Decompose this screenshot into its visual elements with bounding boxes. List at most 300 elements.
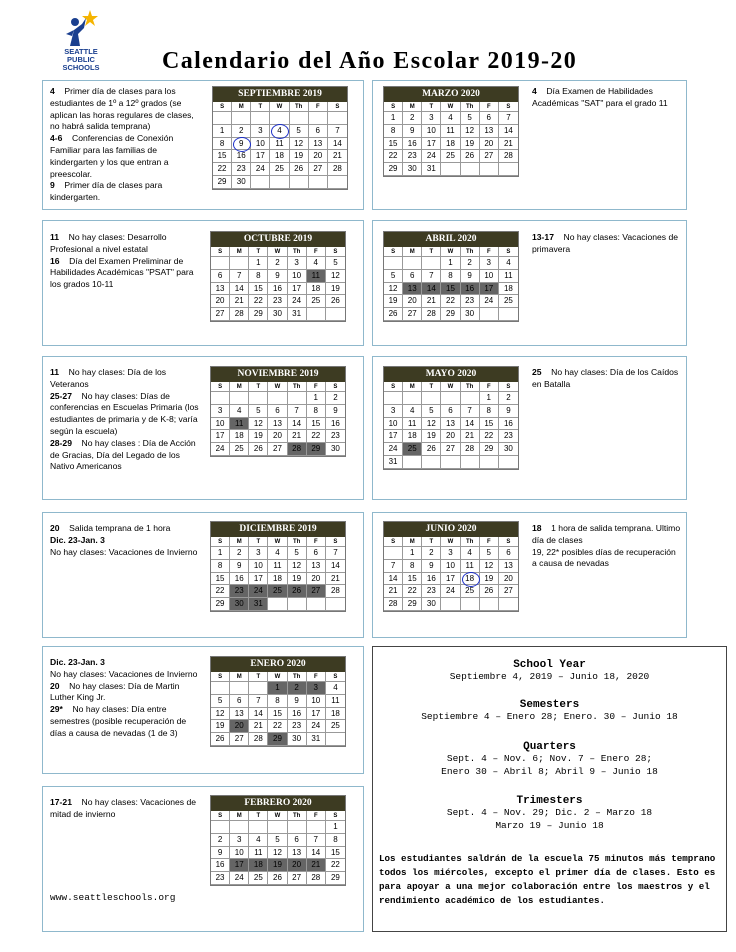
calendar-day: 22 xyxy=(307,430,326,443)
calendar-day xyxy=(499,308,518,321)
calendar-day: 24 xyxy=(307,720,326,733)
note-entry xyxy=(50,657,200,681)
weekday-header: S xyxy=(384,102,403,112)
calendar-day: 31 xyxy=(288,308,307,321)
quarters-line-1: Sept. 4 – Nov. 6; Nov. 7 – Enero 28; xyxy=(446,753,653,764)
note-entry xyxy=(50,133,200,180)
calendar-day: 2 xyxy=(422,547,441,560)
calendar-day: 12 xyxy=(384,283,403,296)
calendar-title: MAYO 2020 xyxy=(384,367,518,382)
weekday-header: S xyxy=(384,247,403,257)
calendar-day xyxy=(249,392,268,405)
calendar-day: 6 xyxy=(403,270,422,283)
calendar-day: 2 xyxy=(288,682,307,695)
quarters-line-2: Enero 30 – Abril 8; Abril 9 – Junio 18 xyxy=(441,765,658,777)
calendar-title: ENERO 2020 xyxy=(211,657,345,672)
calendar-day: 29 xyxy=(384,163,403,176)
note-text: 19, 22* posibles días de recuperación a causa de nevadas xyxy=(532,546,676,569)
calendar-day: 10 xyxy=(251,138,270,151)
calendar-day xyxy=(268,598,287,611)
calendar-day xyxy=(249,682,268,695)
calendar-day: 22 xyxy=(441,295,460,308)
calendar-day: 3 xyxy=(441,547,460,560)
calendar-title: FEBRERO 2020 xyxy=(211,796,345,811)
weekday-header: T xyxy=(249,382,268,392)
calendar-day: 11 xyxy=(249,847,268,860)
calendar-day: 14 xyxy=(461,418,480,431)
note-date: 4 xyxy=(532,86,537,96)
weekday-header: Th xyxy=(288,247,307,257)
note-text: No hay clases: Vacaciones de mitad de invierno xyxy=(50,797,197,819)
calendar-day xyxy=(213,112,232,125)
weekday-header: T xyxy=(249,537,268,547)
calendar-day: 31 xyxy=(249,598,268,611)
calendar-day xyxy=(384,547,403,560)
calendar-day: 2 xyxy=(211,834,230,847)
calendar-day: 17 xyxy=(422,138,441,151)
calendar-day: 6 xyxy=(307,547,326,560)
calendar-day: 5 xyxy=(461,112,480,125)
calendar-day xyxy=(309,176,328,189)
calendar-day: 23 xyxy=(499,430,518,443)
weekday-header: T xyxy=(249,672,268,682)
calendar-day: 1 xyxy=(268,682,287,695)
calendar-day: 30 xyxy=(232,176,251,189)
calendar-day: 20 xyxy=(441,430,460,443)
school-year-line: Septiembre 4, 2019 – Junio 18, 2020 xyxy=(449,671,650,682)
calendar-day: 30 xyxy=(230,598,249,611)
calendar-day: 21 xyxy=(288,430,307,443)
calendar-day xyxy=(441,163,460,176)
calendar-day: 1 xyxy=(211,547,230,560)
notes-october xyxy=(50,232,200,291)
calendar-day: 1 xyxy=(307,392,326,405)
calendar-day: 8 xyxy=(249,270,268,283)
calendar-day: 8 xyxy=(307,405,326,418)
calendar-day: 14 xyxy=(307,847,326,860)
calendar-day xyxy=(211,257,230,270)
calendar-day: 24 xyxy=(251,163,270,176)
calendar-day: 6 xyxy=(288,834,307,847)
calendar-january xyxy=(210,656,346,747)
calendar-day: 25 xyxy=(461,585,480,598)
calendar-day: 9 xyxy=(230,560,249,573)
calendar-day: 5 xyxy=(480,547,499,560)
calendar-day: 26 xyxy=(288,585,307,598)
calendar-title: ABRIL 2020 xyxy=(384,232,518,247)
calendar-day: 1 xyxy=(403,547,422,560)
calendar-day xyxy=(328,176,347,189)
note-entry xyxy=(50,86,200,133)
weekday-header: Th xyxy=(288,811,307,821)
weekday-header: W xyxy=(268,247,287,257)
notes-february xyxy=(50,797,200,821)
calendar-day xyxy=(268,392,287,405)
calendar-day: 9 xyxy=(422,560,441,573)
weekday-header: S xyxy=(211,382,230,392)
school-year-summary xyxy=(372,646,727,932)
calendar-day xyxy=(384,392,403,405)
weekday-header: T xyxy=(249,811,268,821)
calendar-day: 27 xyxy=(307,585,326,598)
calendar-day: 22 xyxy=(384,150,403,163)
calendar-grid xyxy=(211,672,345,746)
calendar-day: 26 xyxy=(249,443,268,456)
weekday-header: Th xyxy=(461,382,480,392)
calendar-day: 18 xyxy=(403,430,422,443)
note-date: 29* xyxy=(50,704,63,715)
calendar-day: 17 xyxy=(480,283,499,296)
calendar-day: 17 xyxy=(384,430,403,443)
calendar-day xyxy=(422,456,441,469)
calendar-day: 7 xyxy=(499,112,518,125)
calendar-day xyxy=(326,308,345,321)
calendar-day: 21 xyxy=(384,585,403,598)
calendar-day: 11 xyxy=(307,270,326,283)
calendar-day: 15 xyxy=(441,283,460,296)
calendar-day: 13 xyxy=(307,560,326,573)
calendar-day: 30 xyxy=(326,443,345,456)
calendar-day: 10 xyxy=(480,270,499,283)
calendar-day: 3 xyxy=(249,547,268,560)
calendar-day: 2 xyxy=(230,547,249,560)
calendar-june xyxy=(383,521,519,612)
calendar-day: 4 xyxy=(403,405,422,418)
weekday-header: S xyxy=(213,102,232,112)
calendar-day: 24 xyxy=(230,872,249,885)
weekday-header: S xyxy=(326,811,345,821)
weekday-header: F xyxy=(307,672,326,682)
note-text: Conferencias de Conexión Familiar para las familias de kindergarten y los que entran a preescolar. xyxy=(50,133,174,179)
calendar-october xyxy=(210,231,346,322)
calendar-day: 30 xyxy=(268,308,287,321)
calendar-day: 4 xyxy=(249,834,268,847)
calendar-grid xyxy=(211,382,345,456)
weekday-header: W xyxy=(268,537,287,547)
calendar-day: 3 xyxy=(307,682,326,695)
note-date: 18 xyxy=(532,523,542,533)
calendar-day xyxy=(268,821,287,834)
calendar-day: 1 xyxy=(480,392,499,405)
calendar-day: 28 xyxy=(307,872,326,885)
calendar-day: 24 xyxy=(480,295,499,308)
calendar-day: 25 xyxy=(326,720,345,733)
weekday-header: S xyxy=(211,247,230,257)
calendar-day: 20 xyxy=(403,295,422,308)
calendar-day: 27 xyxy=(309,163,328,176)
calendar-day: 13 xyxy=(309,138,328,151)
calendar-day: 10 xyxy=(441,560,460,573)
calendar-day xyxy=(288,392,307,405)
calendar-day: 17 xyxy=(307,708,326,721)
calendar-day: 22 xyxy=(403,585,422,598)
semesters-heading: Semesters xyxy=(519,699,580,711)
website-link[interactable]: www.seattleschools.org xyxy=(50,892,176,903)
calendar-day: 30 xyxy=(499,443,518,456)
calendar-day: 6 xyxy=(499,547,518,560)
calendar-day: 20 xyxy=(309,150,328,163)
calendar-day xyxy=(232,112,251,125)
weekday-header: S xyxy=(326,537,345,547)
calendar-day xyxy=(441,598,460,611)
calendar-day: 23 xyxy=(230,585,249,598)
weekday-header: S xyxy=(326,382,345,392)
calendar-day: 21 xyxy=(499,138,518,151)
note-text: No hay clases: Día de los Veteranos xyxy=(50,367,167,389)
notes-may xyxy=(532,367,682,391)
trimesters-heading: Trimesters xyxy=(516,795,583,807)
calendar-day: 6 xyxy=(230,695,249,708)
calendar-day: 5 xyxy=(268,834,287,847)
calendar-day: 13 xyxy=(288,847,307,860)
calendar-day: 26 xyxy=(211,733,230,746)
calendar-day: 18 xyxy=(268,573,287,586)
calendar-day: 14 xyxy=(249,708,268,721)
calendar-day: 13 xyxy=(230,708,249,721)
calendar-day: 5 xyxy=(211,695,230,708)
weekday-header: F xyxy=(480,247,499,257)
calendar-day: 26 xyxy=(461,150,480,163)
calendar-day: 13 xyxy=(480,125,499,138)
weekday-header: W xyxy=(441,247,460,257)
calendar-day: 20 xyxy=(307,573,326,586)
calendar-day: 11 xyxy=(230,418,249,431)
calendar-day: 26 xyxy=(290,163,309,176)
calendar-day: 9 xyxy=(403,125,422,138)
calendar-day: 19 xyxy=(288,573,307,586)
weekday-header: W xyxy=(441,537,460,547)
calendar-day: 28 xyxy=(326,585,345,598)
weekday-header: T xyxy=(422,102,441,112)
calendar-day: 7 xyxy=(461,405,480,418)
calendar-day: 5 xyxy=(290,125,309,138)
calendar-day: 12 xyxy=(461,125,480,138)
calendar-day xyxy=(499,163,518,176)
note-entry xyxy=(532,523,682,547)
calendar-day xyxy=(290,112,309,125)
calendar-day: 6 xyxy=(441,405,460,418)
note-date: 16 xyxy=(50,255,60,266)
calendar-day: 27 xyxy=(403,308,422,321)
calendar-day: 19 xyxy=(211,720,230,733)
weekday-header: F xyxy=(307,247,326,257)
calendar-day xyxy=(290,176,309,189)
calendar-day: 28 xyxy=(328,163,347,176)
calendar-day: 12 xyxy=(480,560,499,573)
note-date: 20 xyxy=(50,680,60,691)
calendar-day: 15 xyxy=(249,283,268,296)
weekday-header: S xyxy=(499,382,518,392)
calendar-day xyxy=(441,456,460,469)
calendar-day: 9 xyxy=(326,405,345,418)
calendar-day: 17 xyxy=(230,859,249,872)
calendar-day: 11 xyxy=(326,695,345,708)
calendar-day: 3 xyxy=(211,405,230,418)
calendar-day: 22 xyxy=(211,585,230,598)
calendar-day: 16 xyxy=(232,150,251,163)
calendar-day: 19 xyxy=(480,573,499,586)
note-entry xyxy=(50,391,200,438)
seattle-public-schools-logo xyxy=(56,8,106,74)
note-text: Día del Examen Preliminar de Habilidades Académicas "PSAT" para los grados 10-11 xyxy=(50,255,194,290)
calendar-day: 18 xyxy=(230,430,249,443)
calendar-title: DICIEMBRE 2019 xyxy=(211,522,345,537)
calendar-day: 12 xyxy=(290,138,309,151)
calendar-day: 18 xyxy=(249,859,268,872)
weekday-header: S xyxy=(384,537,403,547)
calendar-day xyxy=(307,308,326,321)
calendar-day xyxy=(480,456,499,469)
calendar-day: 17 xyxy=(249,573,268,586)
calendar-day: 25 xyxy=(230,443,249,456)
calendar-day: 21 xyxy=(326,573,345,586)
calendar-day: 20 xyxy=(499,573,518,586)
calendar-day xyxy=(461,163,480,176)
calendar-day: 7 xyxy=(326,547,345,560)
calendar-day xyxy=(307,598,326,611)
calendar-title: JUNIO 2020 xyxy=(384,522,518,537)
calendar-day: 1 xyxy=(213,125,232,138)
weekday-header: M xyxy=(230,537,249,547)
calendar-day xyxy=(422,257,441,270)
calendar-day: 21 xyxy=(422,295,441,308)
note-entry xyxy=(532,367,682,391)
calendar-day: 12 xyxy=(249,418,268,431)
calendar-day: 6 xyxy=(309,125,328,138)
note-entry xyxy=(50,704,200,739)
calendar-day: 24 xyxy=(441,585,460,598)
calendar-day: 4 xyxy=(270,125,289,138)
calendar-day: 9 xyxy=(211,847,230,860)
calendar-day: 31 xyxy=(422,163,441,176)
calendar-day: 6 xyxy=(211,270,230,283)
notes-december xyxy=(50,523,200,558)
calendar-day: 22 xyxy=(213,163,232,176)
note-entry xyxy=(50,180,200,204)
calendar-day: 18 xyxy=(499,283,518,296)
note-date: 25-27 xyxy=(50,390,72,401)
weekday-header: T xyxy=(422,537,441,547)
calendar-day: 29 xyxy=(213,176,232,189)
calendar-day: 7 xyxy=(328,125,347,138)
calendar-day: 31 xyxy=(384,456,403,469)
calendar-day: 15 xyxy=(480,418,499,431)
quarters-block xyxy=(373,741,726,778)
note-text: No hay clases : Día de Acción de Gracias, Día del Legado de los Nativo Americanos xyxy=(50,437,196,472)
calendar-day: 25 xyxy=(403,443,422,456)
calendar-day: 28 xyxy=(499,150,518,163)
calendar-day: 17 xyxy=(288,283,307,296)
calendar-day: 9 xyxy=(288,695,307,708)
logo-figure-icon xyxy=(56,8,106,48)
school-year-block xyxy=(373,659,726,684)
calendar-day: 18 xyxy=(461,573,480,586)
calendar-grid xyxy=(384,102,518,176)
weekday-header: T xyxy=(251,102,270,112)
weekday-header: S xyxy=(499,247,518,257)
calendar-day: 29 xyxy=(326,872,345,885)
calendar-day: 10 xyxy=(288,270,307,283)
calendar-day: 21 xyxy=(328,150,347,163)
calendar-day: 28 xyxy=(230,308,249,321)
weekday-header: W xyxy=(268,382,287,392)
calendar-day: 2 xyxy=(403,112,422,125)
note-entry xyxy=(532,547,682,571)
weekday-header: F xyxy=(307,811,326,821)
weekday-header: F xyxy=(480,382,499,392)
calendar-day: 26 xyxy=(422,443,441,456)
calendar-day xyxy=(309,112,328,125)
weekday-header: F xyxy=(480,102,499,112)
calendar-day: 7 xyxy=(422,270,441,283)
calendar-september xyxy=(212,86,348,190)
calendar-day: 24 xyxy=(288,295,307,308)
weekday-header: Th xyxy=(290,102,309,112)
calendar-day: 12 xyxy=(288,560,307,573)
calendar-day: 27 xyxy=(268,443,287,456)
calendar-day xyxy=(270,176,289,189)
calendar-day: 27 xyxy=(211,308,230,321)
weekday-header: F xyxy=(480,537,499,547)
note-text: No hay clases: Vacaciones de Invierno xyxy=(50,668,198,679)
calendar-title: OCTUBRE 2019 xyxy=(211,232,345,247)
note-date: 9 xyxy=(50,180,55,191)
calendar-day: 7 xyxy=(384,560,403,573)
calendar-day: 19 xyxy=(268,859,287,872)
calendar-day: 3 xyxy=(251,125,270,138)
weekday-header: W xyxy=(441,102,460,112)
calendar-day: 14 xyxy=(328,138,347,151)
calendar-day: 26 xyxy=(384,308,403,321)
calendar-day: 18 xyxy=(441,138,460,151)
calendar-day: 23 xyxy=(232,163,251,176)
calendar-day: 4 xyxy=(307,257,326,270)
weekday-header: M xyxy=(403,247,422,257)
calendar-day: 9 xyxy=(268,270,287,283)
weekday-header: S xyxy=(384,382,403,392)
calendar-day: 22 xyxy=(480,430,499,443)
note-text: Primer día de clases para kindergarten. xyxy=(50,180,163,203)
weekday-header: M xyxy=(232,102,251,112)
weekday-header: M xyxy=(230,382,249,392)
calendar-day: 18 xyxy=(307,283,326,296)
calendar-day: 5 xyxy=(249,405,268,418)
weekday-header: Th xyxy=(461,247,480,257)
calendar-day xyxy=(480,598,499,611)
calendar-day xyxy=(288,821,307,834)
calendar-day xyxy=(288,598,307,611)
trimesters-block xyxy=(373,795,726,832)
note-date: Dic. 23-Jan. 3 xyxy=(50,657,105,667)
calendar-grid xyxy=(384,537,518,611)
calendar-day: 21 xyxy=(307,859,326,872)
calendar-day: 17 xyxy=(441,573,460,586)
calendar-day: 8 xyxy=(213,138,232,151)
calendar-day: 8 xyxy=(211,560,230,573)
calendar-day xyxy=(326,598,345,611)
calendar-day xyxy=(499,456,518,469)
note-date: 4 xyxy=(50,86,55,96)
semesters-block xyxy=(373,699,726,724)
calendar-day: 23 xyxy=(288,720,307,733)
calendar-day: 28 xyxy=(249,733,268,746)
calendar-day: 24 xyxy=(384,443,403,456)
calendar-day: 19 xyxy=(249,430,268,443)
note-text: No hay clases: Vacaciones de primavera xyxy=(532,232,679,254)
calendar-day: 14 xyxy=(288,418,307,431)
calendar-grid xyxy=(384,382,518,469)
calendar-day: 26 xyxy=(326,295,345,308)
